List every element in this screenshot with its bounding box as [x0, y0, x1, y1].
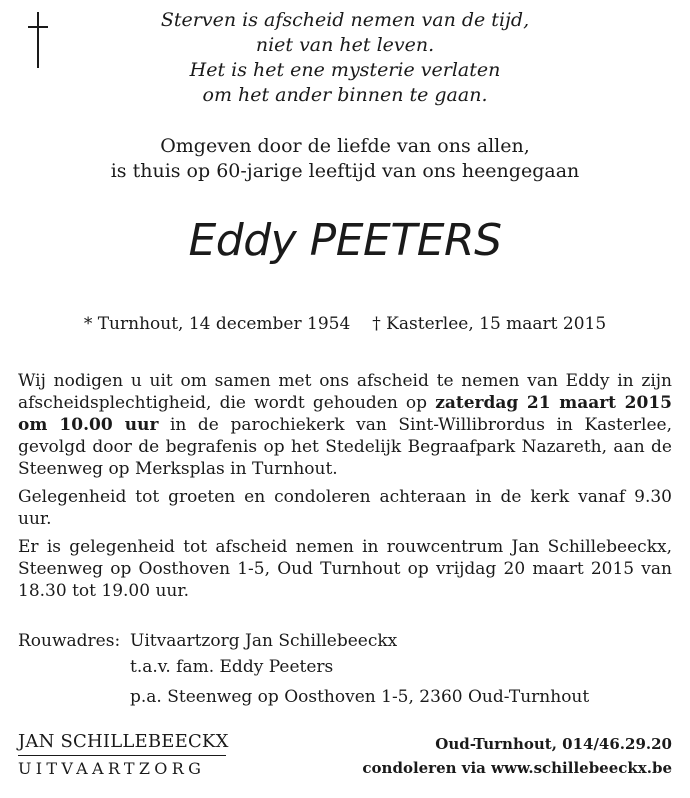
- cross-icon: [28, 12, 48, 68]
- ceremony-date: zaterdag 21 maart 2015 om 10.00 uur: [18, 393, 672, 435]
- address-label: Rouwadres:: [18, 631, 121, 651]
- poem-line: Het is het ene mysterie verlaten: [189, 59, 501, 81]
- condolence-paragraph: Gelegenheid tot groeten en condoleren achteraan in de kerk vanaf 9.30 uur.: [18, 487, 672, 529]
- poem-line: Sterven is afscheid nemen van de tijd,: [160, 9, 530, 31]
- poem-line: om het ander binnen te gaan.: [202, 84, 488, 106]
- announcement-body: [18, 370, 672, 608]
- mourning-address: [18, 628, 672, 710]
- poem: [120, 8, 570, 108]
- address-line: p.a. Steenweg op Oosthoven 1-5, 2360 Oud-Turnhout: [130, 687, 590, 707]
- logo-divider: [18, 755, 226, 756]
- intro-line: is thuis op 60-jarige leeftijd van ons heengegaan: [110, 160, 580, 182]
- logo-name: JAN SCHILLEBEECKX: [18, 731, 229, 752]
- ceremony-text: Wij nodigen u uit om samen met ons afscheid te nemen van Eddy in zijn afscheidsplechtigheid, die wordt gehouden op: [18, 371, 672, 413]
- birth-date: * Turnhout, 14 december 1954: [83, 314, 351, 334]
- address-line: Uitvaartzorg Jan Schillebeeckx: [130, 631, 398, 651]
- intro-line: Omgeven door de liefde van ons allen,: [160, 135, 530, 157]
- funeral-home-logo: [18, 730, 238, 780]
- contact-phone: Oud-Turnhout, 014/46.29.20: [435, 735, 672, 753]
- contact-info: [362, 732, 672, 780]
- dates: [0, 312, 690, 336]
- poem-line: niet van het leven.: [255, 34, 435, 56]
- ceremony-location: in de parochiekerk van Sint-Willibrordus in Kasterlee, gevolgd door de begrafenis op het Stedelijk Begraafpark Nazareth, aan de Steenweg op Merksplas in Turnhout.: [18, 415, 672, 479]
- intro: [100, 134, 590, 184]
- contact-website: condoleren via www.schillebeeckx.be: [362, 759, 672, 777]
- logo-subtitle: UITVAARTZORG: [18, 759, 206, 778]
- ceremony-paragraph: [18, 370, 672, 480]
- death-date: † Kasterlee, 15 maart 2015: [372, 314, 607, 334]
- address-line: t.a.v. fam. Eddy Peeters: [130, 657, 334, 677]
- deceased-name: Eddy PEETERS: [188, 215, 502, 266]
- viewing-paragraph: Er is gelegenheid tot afscheid nemen in rouwcentrum Jan Schillebeeckx, Steenweg op Oosthoven 1-5, Oud Turnhout op vrijdag 20 maart 2015 van 18.30 tot 19.00 uur.: [18, 537, 672, 601]
